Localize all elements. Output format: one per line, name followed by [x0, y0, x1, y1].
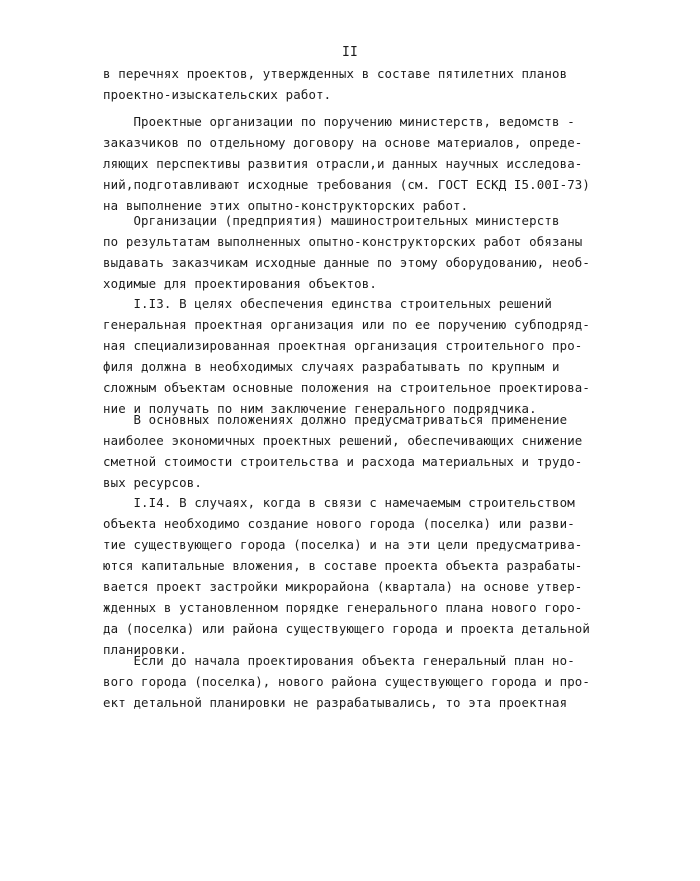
- text-line: вых ресурсов.: [103, 475, 202, 490]
- text-line: заказчиков по отдельному договору на основе материалов, опреде-: [103, 135, 583, 150]
- text-line: да (поселка) или района существующего города и проекта детальной: [103, 621, 591, 636]
- text-line: ние и получать по ним заключение генерального подрядчика.: [103, 401, 537, 416]
- text-line: сложным объектам основные положения на строительное проектирова-: [103, 380, 591, 395]
- text-line: планировки.: [103, 642, 187, 657]
- text-line: филя должна в необходимых случаях разрабатывать по крупным и: [103, 359, 560, 374]
- text-line: I.I4. В случаях, когда в связи с намечаемым строительством: [103, 495, 575, 510]
- text-line: наиболее экономичных проектных решений, обеспечивающих снижение: [103, 433, 583, 448]
- text-line: ются капитальные вложения, в составе проекта объекта разрабаты-: [103, 558, 583, 573]
- text-line: проектно-изыскательских работ.: [103, 87, 332, 102]
- text-line: ходимые для проектирования объектов.: [103, 276, 377, 291]
- paragraph: [103, 111, 591, 216]
- text-line: Организации (предприятия) машиностроительных министерств: [103, 213, 560, 228]
- text-line: объекта необходимо создание нового города (поселка) или разви-: [103, 516, 575, 531]
- text-line: Проектные организации по поручению министерств, ведомств -: [103, 114, 575, 129]
- text-line: на выполнение этих опытно-конструкторских работ.: [103, 198, 469, 213]
- paragraph: [103, 210, 591, 294]
- paragraph: [103, 650, 591, 713]
- text-line: выдавать заказчикам исходные данные по этому оборудованию, необ-: [103, 255, 591, 270]
- text-line: В основных положениях должно предусматриваться применение: [103, 412, 568, 427]
- text-line: ная специализированная проектная организация строительного про-: [103, 338, 583, 353]
- text-line: ект детальной планировки не разрабатывались, то эта проектная: [103, 695, 568, 710]
- text-line: ний,подготавливают исходные требования (см. ГОСТ ЕСКД I5.00I-73): [103, 177, 591, 192]
- paragraph-section-1-14: [103, 492, 591, 660]
- text-line: по результатам выполненных опытно-конструкторских работ обязаны: [103, 234, 583, 249]
- paragraph: [103, 63, 568, 105]
- text-line: ляющих перспективы развития отрасли,и данных научных исследова-: [103, 156, 583, 171]
- text-line: генеральная проектная организация или по ее поручению субподряд-: [103, 317, 591, 332]
- page-number: II: [342, 45, 358, 60]
- text-line: I.I3. В целях обеспечения единства строительных решений: [103, 296, 552, 311]
- text-line: в перечнях проектов, утвержденных в составе пятилетних планов: [103, 66, 568, 81]
- paragraph-section-1-13: [103, 293, 591, 419]
- text-line: вого города (поселка), нового района существующего города и про-: [103, 674, 591, 689]
- paragraph: [103, 409, 583, 493]
- text-line: тие существующего города (поселка) и на эти цели предусматрива-: [103, 537, 583, 552]
- text-line: вается проект застройки микрорайона (квартала) на основе утвер-: [103, 579, 583, 594]
- text-line: сметной стоимости строительства и расхода материальных и трудо-: [103, 454, 583, 469]
- text-line: жденных в установленном порядке генерального плана нового горо-: [103, 600, 583, 615]
- text-line: Если до начала проектирования объекта генеральный план но-: [103, 653, 575, 668]
